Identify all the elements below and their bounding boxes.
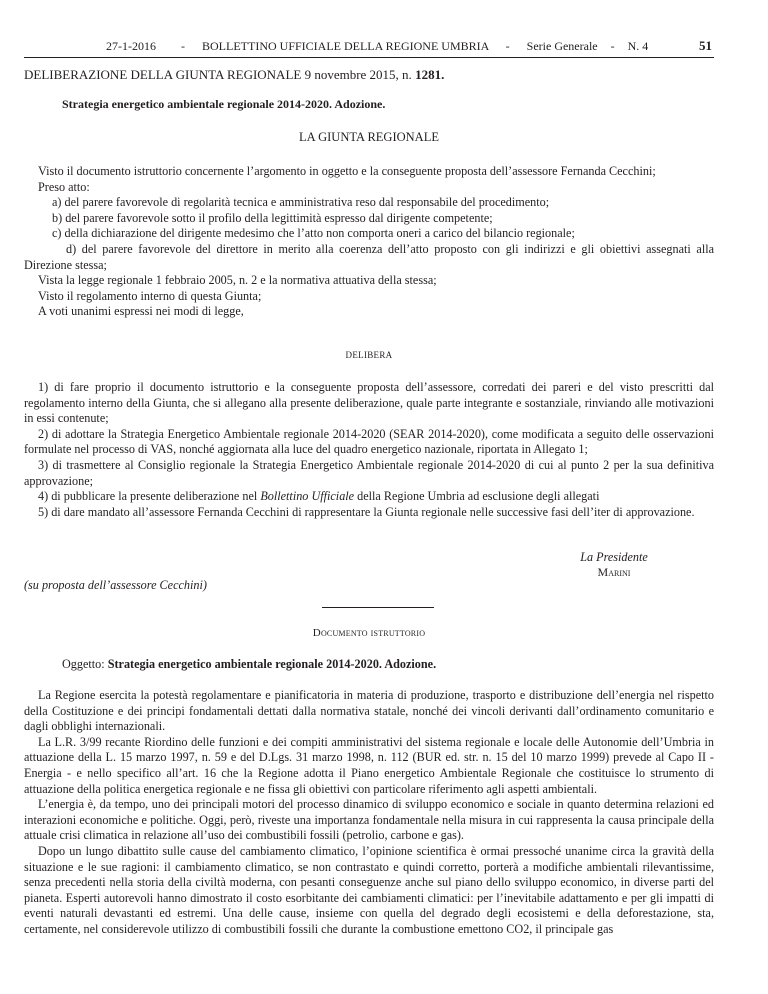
decision-item <box>24 489 714 505</box>
istruttoria-paragraph: Dopo un lungo dibattito sulle cause del cambiamento climatico, l’opinione scientifica è ormai pressoché unanime circa la gravità della situazione e le sue ragioni: il cambiamento climatico, se non contrastato e quindi corretto, porterà a modifiche ambientali rilevantissime, senza precedenti nella storia della civiltà moderna, con pesanti conseguenze anche sul piano dello sviluppo economico, in diverse parti del pianeta. Esperti autorevoli hanno dimostrato il costo esorbitante dei cambiamenti climatici: per l’inevitabile adattamento e per gli impatti di eventi naturali devastanti ed estremi. Una delle cause, insieme con quella del degrado degli ecosistemi e della deforestazione, sta, certamente, nel considerevole utilizzo di combustibili fossili che durante la combustione emettono CO2, il principale gas <box>24 843 714 936</box>
running-header <box>24 38 714 54</box>
header-separator: - <box>505 39 510 53</box>
proposal-note <box>24 578 207 593</box>
header-bulletin-name: BOLLETTINO UFFICIALE DELLA REGIONE UMBRIA <box>202 39 489 53</box>
signature-block <box>544 550 684 580</box>
section-divider <box>322 607 434 608</box>
decision-item: 3) di trasmettere al Consiglio regionale la Strategia Energetico Ambientale regionale 2014-2020 di cui al punto 2 per la sua definitiva approvazione; <box>24 457 714 488</box>
decision-4-text-start: 4) di pubblicare la presente deliberazione nel <box>38 489 261 504</box>
decision-item: 2) di adottare la Strategia Energetico Ambientale regionale 2014-2020 (SEAR 2014-2020), come modificata a seguito delle osservazioni formulate nel processo di VAS, nonché aggiornata alla luce del quadro energetico nazionale, riportata in Allegato 1; <box>24 426 714 457</box>
proposal-note-text: (su proposta dell’assessore Cecchini) <box>24 578 207 592</box>
page-number: 51 <box>699 38 712 53</box>
deliberation-number: 1281. <box>415 67 445 82</box>
bulletin-page <box>24 0 714 994</box>
preamble-paragraph: Preso atto: <box>38 179 90 194</box>
decisions <box>24 380 714 520</box>
header-issue: N. 4 <box>627 39 649 53</box>
preamble-item: a) del parere favorevole di regolarità tecnica e amministrativa reso dal responsabile del procedimento; <box>52 195 550 210</box>
documento-istruttorio-heading: Documento istruttorio <box>312 627 426 639</box>
istruttoria-paragraph: La L.R. 3/99 recante Riordino delle funzioni e dei compiti amministrativi del sistema regionale e locale delle Autonomie dell’Umbria in attuazione della L. 15 marzo 1997, n. 59 e del D.Lgs. 31 marzo 1998, n. 112 (BUR ed. str. n. 15 del 10 marzo 1999) prevede al Capo II - Energia - e nello specifico all’art. 16 che la Regione adotta il Piano energetico Ambientale Regionale che costituisce lo strumento di attuazione della politica energetica regionale e ne fissa gli obiettivi con particolare riferimento agli aspetti ambientali. <box>24 734 714 796</box>
preamble <box>24 164 714 320</box>
decision-item: 5) di dare mandato all’assessore Fernanda Cecchini di rappresentare la Giunta regionale nelle successive fasi dell’iter di approvazione. <box>38 504 695 519</box>
deliberation-title <box>24 67 714 83</box>
istruttoria-body <box>24 688 714 938</box>
delibera-heading: DELIBERA <box>345 350 393 360</box>
oggetto-line <box>62 656 436 672</box>
bollettino-ufficiale-reference: Bollettino Ufficiale <box>260 489 355 504</box>
decision-item: 1) di fare proprio il documento istruttorio e la conseguente proposta dell’assessore, corredati dei pareri e del visto prescritti dal regolamento interno della Giunta, che si allegano alla presente deliberazione, quale parte integrante e sostanziale, rinviando alle motivazioni in essi contenute; <box>24 380 714 426</box>
deliberation-title-prefix: DELIBERAZIONE DELLA GIUNTA REGIONALE 9 novembre 2015, n. <box>24 67 416 82</box>
giunta-heading: LA GIUNTA REGIONALE <box>299 130 439 144</box>
decision-4-text-end: della Regione Umbria ad esclusione degli allegati <box>354 489 600 504</box>
header-date: 27-1-2016 <box>106 39 156 53</box>
signatory-role: La Presidente <box>580 550 648 564</box>
preamble-paragraph: Visto il documento istruttorio concernente l’argomento in oggetto e la conseguente proposta dell’assessore Fernanda Cecchini; <box>38 164 656 178</box>
deliberation-subject: Strategia energetico ambientale regionale 2014-2020. Adozione. <box>62 97 386 111</box>
preamble-item: d) del parere favorevole del direttore in merito alla coerenza dell’atto proposto con gli indirizzi e gli obiettivi assegnati alla Direzione stessa; <box>24 241 714 272</box>
preamble-paragraph: Visto il regolamento interno di questa Giunta; <box>38 288 262 303</box>
oggetto-text: Strategia energetico ambientale regionale 2014-2020. Adozione. <box>107 657 437 671</box>
preamble-paragraph: Vista la legge regionale 1 febbraio 2005, n. 2 e la normativa attuativa della stessa; <box>38 273 437 288</box>
header-separator: - <box>610 39 615 53</box>
preamble-paragraph: A voti unanimi espressi nei modi di legge, <box>38 304 244 319</box>
header-separator: - <box>181 39 185 53</box>
oggetto-label: Oggetto: <box>62 657 108 671</box>
signatory-name: Marini <box>597 565 631 579</box>
istruttoria-paragraph: La Regione esercita la potestà regolamentare e pianificatoria in materia di produzione, trasporto e distribuzione dell’energia nel rispetto della Costituzione e dei principi fondamentali dettati dalla normativa statale, nonché dei vincoli derivanti dall’ordinamento comunitario e dagli obblighi internazionali. <box>24 688 714 734</box>
istruttoria-paragraph: L’energia è, da tempo, uno dei principali motori del processo dinamico di sviluppo economico e sociale in quanto determina relazioni ed interazioni economiche e politiche. Oggi, però, riveste una importanza fondamentale nella misura in cui rappresenta la causa principale della attuale crisi climatica in relazione all’uso dei combustibili fossili (petrolio, carbone e gas). <box>24 797 714 843</box>
preamble-item: c) della dichiarazione del dirigente medesimo che l’atto non comporta oneri a carico del bilancio regionale; <box>52 226 575 241</box>
header-series: Serie Generale <box>526 39 598 53</box>
preamble-item: b) del parere favorevole sotto il profilo della legittimità espresso dal dirigente competente; <box>52 210 493 225</box>
header-divider <box>24 57 714 58</box>
